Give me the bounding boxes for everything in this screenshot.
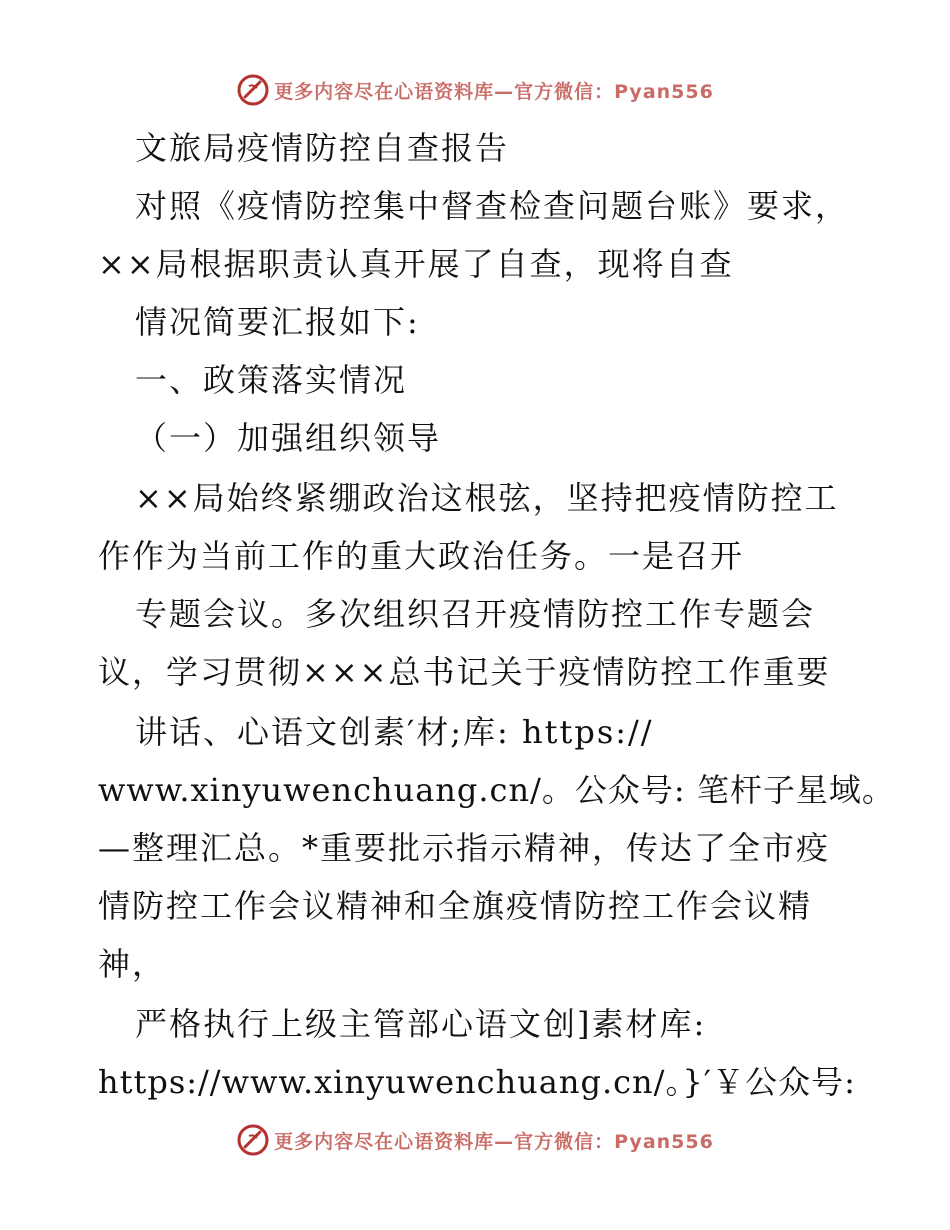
document-line: 讲话、心语文创素′材;库: https:// xyxy=(135,713,654,751)
document-line: 议，学习贯彻×××总书记关于疫情防控工作重要 xyxy=(98,653,831,691)
document-line: 严格执行上级主管部心语文创]素材库: xyxy=(135,1005,707,1043)
document-line: 神， xyxy=(98,945,167,983)
document-line: 情防控工作会议精神和全旗疫情防控工作会议精 xyxy=(98,887,813,925)
header-banner xyxy=(0,70,950,110)
document-line: 作作为当前工作的重大政治任务。一是召开 xyxy=(98,537,745,575)
brand-logo-icon xyxy=(236,1123,270,1157)
section-heading: 一、政策落实情况 xyxy=(135,361,408,399)
document-line: 情况简要汇报如下: xyxy=(135,303,420,341)
document-line: https://www.xinyuwenchuang.cn/。}′￥公众号: xyxy=(98,1063,856,1101)
footer-banner xyxy=(0,1120,950,1160)
document-line: —整理汇总。*重要批示指示精神，传达了全市疫 xyxy=(98,829,831,867)
header-banner-text: 更多内容尽在心语资料库—官方微信：Pyan556 xyxy=(274,80,714,103)
subsection-heading: （一）加强组织领导 xyxy=(135,419,442,457)
document-line: www.xinyuwenchuang.cn/。公众号: 笔杆子星域。 xyxy=(98,771,895,809)
brand-logo-icon xyxy=(236,73,270,107)
document-line: 对照《疫情防控集中督查检查问题台账》要求， xyxy=(135,187,850,225)
document-line: ××局根据职责认真开展了自查，现将自查 xyxy=(98,245,734,283)
document-title: 文旅局疫情防控自查报告 xyxy=(135,129,510,167)
document-line: ××局始终紧绷政治这根弦，坚持把疫情防控工 xyxy=(135,479,839,517)
footer-banner-text: 更多内容尽在心语资料库—官方微信：Pyan556 xyxy=(274,1130,714,1153)
document-line: 专题会议。多次组织召开疫情防控工作专题会 xyxy=(135,595,816,633)
